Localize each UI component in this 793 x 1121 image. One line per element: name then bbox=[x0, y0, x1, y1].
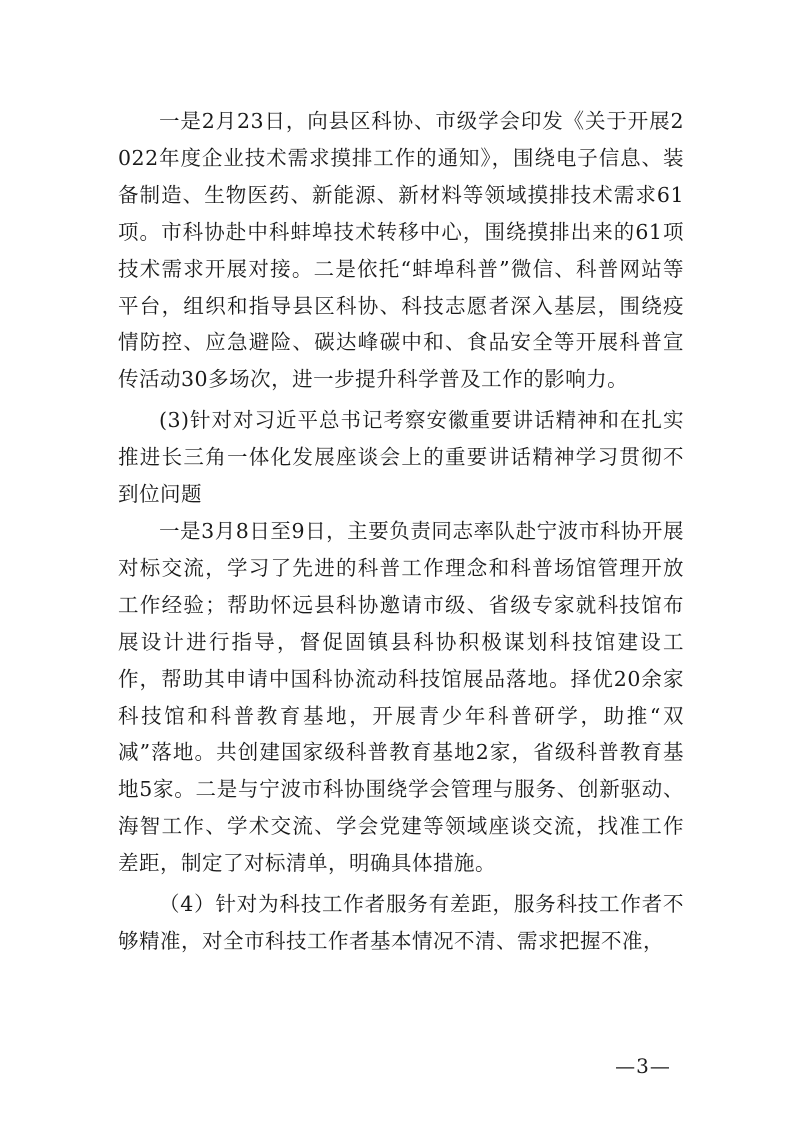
paragraph-tech-demand: 一是2月23日，向县区科协、市级学会印发《关于开展2022年度企业技术需求摸排工作的通知》，围绕电子信息、装备制造、生物医药、新能源、新材料等领域摸排技术需求61项。市科协赴中科蚌埠技术转移中心，围绕摸排出来的61项技术需求开展对接。二是依托“蚌埠科普”微信、科普网站等平台，组织和指导县区科协、科技志愿者深入基层，围绕疫情防控、应急避险、碳达峰碳中和、食品安全等开展科普宣传活动30多场次，进一步提升科学普及工作的影响力。 bbox=[118, 109, 684, 392]
section-heading-4: （4）针对为科技工作者服务有差距，服务科技工作者不够精准，对全市科技工作者基本情况不清、需求把握不准， bbox=[118, 892, 684, 953]
section-heading-3: (3)针对对习近平总书记考察安徽重要讲话精神和在扎实推进长三角一体化发展座谈会上的重要讲话精神学习贯彻不到位问题 bbox=[118, 408, 684, 507]
page-body bbox=[118, 103, 684, 960]
paragraph-benchmarking: 一是3月8日至9日，主要负责同志率队赴宁波市科协开展对标交流，学习了先进的科普工作理念和科普场馆管理开放工作经验；帮助怀远县科协邀请市级、省级专家就科技馆布展设计进行指导，督促固镇县科协积极谋划科技馆建设工作，帮助其申请中国科协流动科技馆展品落地。择优20余家科技馆和科普教育基地，开展青少年科普研学，助推“双减”落地。共创建国家级科普教育基地2家，省级科普教育基地5家。二是与宁波市科协围绕学会管理与服务、创新驱动、海智工作、学术交流、学会党建等领域座谈交流，找准工作差距，制定了对标清单，明确具体措施。 bbox=[118, 518, 684, 876]
page-number: —3— bbox=[615, 1054, 671, 1078]
